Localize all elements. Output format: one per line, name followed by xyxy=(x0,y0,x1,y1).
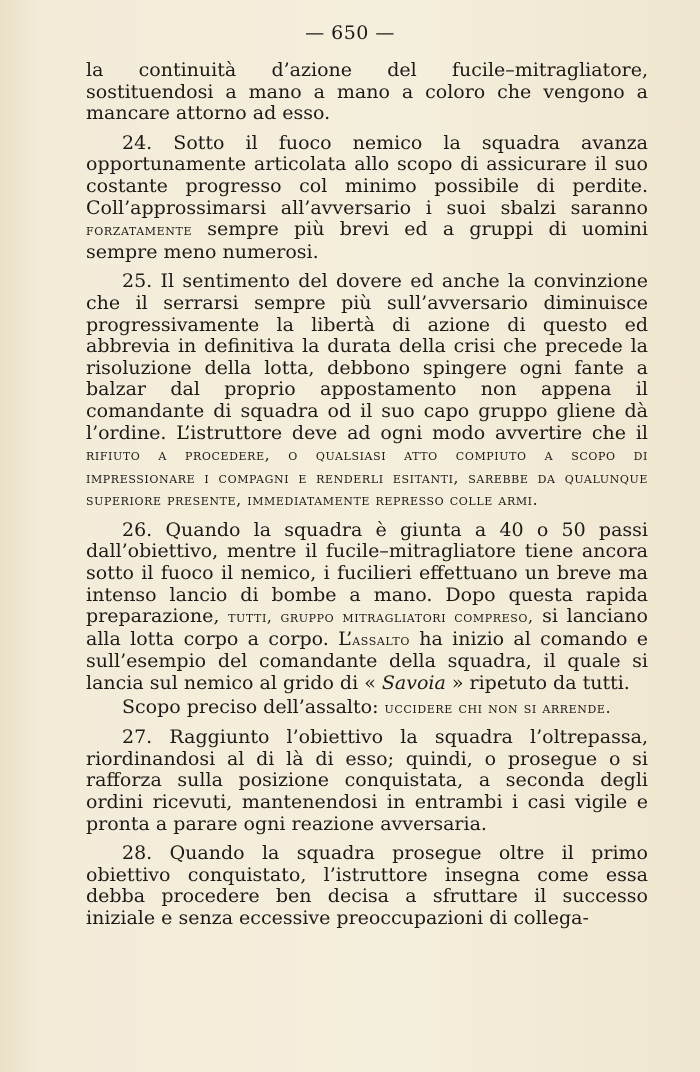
text-segment: sempre più brevi ed a gruppi di uomini sempre meno numerosi. xyxy=(86,218,648,263)
paragraph-28 xyxy=(86,843,648,929)
text-segment: Scopo preciso dell’assalto: xyxy=(122,695,385,718)
page-number: — 650 — xyxy=(305,22,395,44)
text-segment: 24. Sotto il fuoco nemico la squadra avanza opportunamente articolata allo scopo di assicurare il suo costante progresso col minimo possibile di perdite. Coll’approssimarsi all’avversario i suoi sbalzi saranno xyxy=(86,131,648,219)
text-segment: si lanciano alla lotta corpo a corpo. L’ xyxy=(86,605,648,650)
text-segment: forzatamente xyxy=(86,221,193,240)
paragraph-25 xyxy=(86,271,648,512)
text-segment: 28. Quando la squadra prosegue oltre il primo obiettivo conquistato, l’istruttore insegna come essa debba procedere ben decisa a sfruttare il successo iniziale e senza eccessive preoccupazioni di collega- xyxy=(86,842,648,929)
text-segment: uccidere chi non si arrende. xyxy=(384,698,612,717)
body-text xyxy=(86,60,648,938)
text-segment: la continuità d’azione del fucile–mitragliatore, sostituendosi a mano a mano a coloro che vengono a mancare attorno ad esso. xyxy=(86,59,648,125)
text-segment: assalto xyxy=(352,630,410,649)
text-segment: 27. Raggiunto l’obiettivo la squadra l’oltrepassa, riordinandosi al di là di esso; quindi, o prosegue o si rafforza sulla posizione conquistata, a seconda degli ordini ricevuti, mantenendosi in entrambi i casi vigile e pronta a parare ogni reazione avversaria. xyxy=(86,726,648,835)
text-segment: Savoia xyxy=(381,672,446,695)
paragraph-continuation xyxy=(86,60,648,125)
paragraph-27 xyxy=(86,727,648,835)
text-segment: ha inizio al comando e sull’esempio del comandante della squadra, il quale si lancia sul nemico al grido di « xyxy=(86,627,648,695)
paragraph-24 xyxy=(86,133,648,264)
text-segment: rifiuto a procedere, o qualsiasi atto compiuto a scopo di impressionare i compagni e renderli esitanti, sarebbe da qualunque superiore presente, immediatamente represso colle armi. xyxy=(86,446,648,510)
paragraph-26 xyxy=(86,520,648,695)
text-segment: tutti, gruppo mitragliatori compreso, xyxy=(228,608,534,627)
text-segment: 26. Quando la squadra è giunta a 40 o 50 passi dall’obiettivo, mentre il fucile–mitragliatore tiene ancora sotto il fuoco il nemico, i fucilieri effettuano un breve ma intenso lancio di bombe a mano. Dopo questa rapida preparazione, xyxy=(86,518,648,628)
paragraph-26-scopo xyxy=(86,697,648,720)
text-segment: 25. Il sentimento del dovere ed anche la convinzione che il serrarsi sempre più sull’avversario diminuisce progressivamente la libertà di azione di questo ed abbrevia in definitiva la durata della crisi che precede la risoluzione della lotta, debbono spingere ogni fante a balzar dal proprio appostamento non appena il comandante di squadra od il suo capo gruppo gliene dà l’ordine. L’istruttore deve ad ogni modo avvertire che il xyxy=(86,270,648,444)
text-segment: » ripetuto da tutti. xyxy=(445,672,630,695)
